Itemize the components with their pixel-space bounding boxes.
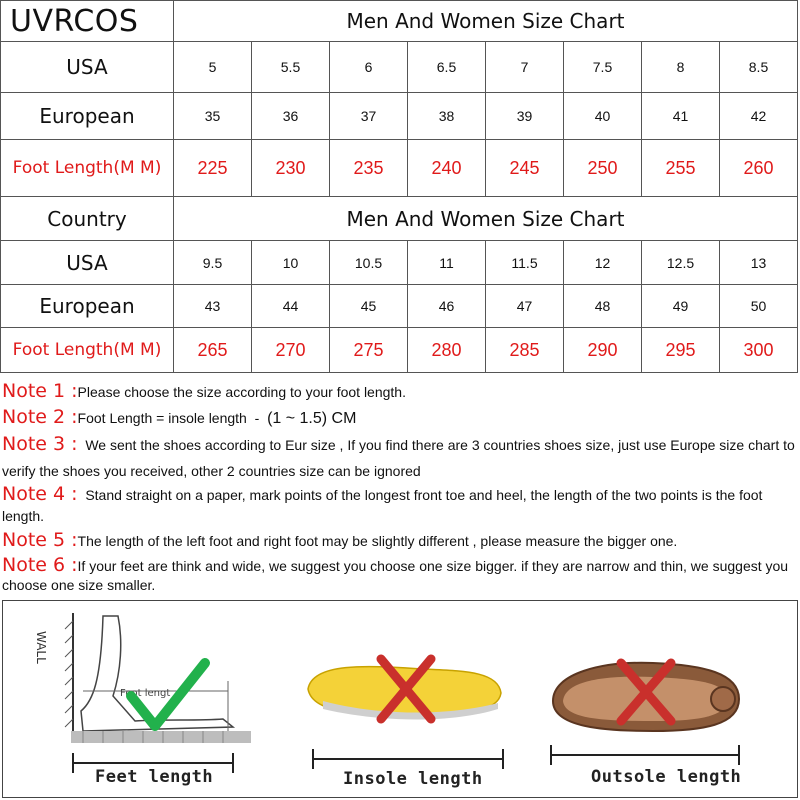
note-6 <box>2 556 796 595</box>
table-cell: 43 <box>174 285 252 328</box>
feet-length-caption: Feet length <box>95 767 214 787</box>
table-cell: 280 <box>408 328 486 373</box>
table-cell: 10 <box>252 241 330 285</box>
size-chart-table-2 <box>0 196 798 373</box>
note-label: Note 5 : <box>2 529 78 551</box>
measurement-illustrations-panel <box>2 600 798 798</box>
row-label: European <box>1 93 174 140</box>
brand-logo-text: UVRCOS <box>6 4 142 39</box>
note-label: Note 3 : <box>2 433 78 455</box>
table-cell: 9.5 <box>174 241 252 285</box>
table-cell: 42 <box>720 93 798 140</box>
table-cell: 37 <box>330 93 408 140</box>
note-label: Note 4 : <box>2 483 78 505</box>
table-cell: 5 <box>174 42 252 93</box>
table-cell: 12.5 <box>642 241 720 285</box>
table-cell: 49 <box>642 285 720 328</box>
note-label: Note 1 : <box>2 380 78 402</box>
table-cell: 35 <box>174 93 252 140</box>
insole-length-illustration <box>293 601 523 797</box>
note-5 <box>2 529 796 552</box>
table-cell: 46 <box>408 285 486 328</box>
note-text: Please choose the size according to your foot length. <box>77 384 406 400</box>
table-cell: 45 <box>330 285 408 328</box>
wall-label: WALL <box>34 631 48 664</box>
table-cell: 255 <box>642 140 720 197</box>
table-cell: 36 <box>252 93 330 140</box>
table-cell: 6 <box>330 42 408 93</box>
note-text: Foot Length = insole length - <box>77 410 268 426</box>
table-cell: 13 <box>720 241 798 285</box>
table-cell: 275 <box>330 328 408 373</box>
table-cell: 39 <box>486 93 564 140</box>
table-cell: 300 <box>720 328 798 373</box>
table-cell: 295 <box>642 328 720 373</box>
table-cell: 225 <box>174 140 252 197</box>
table-cell: 235 <box>330 140 408 197</box>
table-cell: 285 <box>486 328 564 373</box>
table-cell: 11.5 <box>486 241 564 285</box>
row-label: European <box>1 285 174 328</box>
table-cell: 10.5 <box>330 241 408 285</box>
note-formula: (1 ~ 1.5) CM <box>267 410 357 427</box>
note-4 <box>2 484 796 527</box>
table-cell: 7.5 <box>564 42 642 93</box>
table-cell: 230 <box>252 140 330 197</box>
country-label: Country <box>1 197 174 241</box>
table-cell: 250 <box>564 140 642 197</box>
table-cell: 6.5 <box>408 42 486 93</box>
row-label: USA <box>1 241 174 285</box>
table-row-usa <box>1 42 798 93</box>
outsole-length-caption: Outsole length <box>591 767 742 787</box>
table-cell: 7 <box>486 42 564 93</box>
table-cell: 270 <box>252 328 330 373</box>
size-chart-title: Men And Women Size Chart <box>174 1 798 42</box>
table-cell: 48 <box>564 285 642 328</box>
note-text: Stand straight on a paper, mark points of the longest front toe and heel, the length of the two points is the foot length. <box>2 487 767 524</box>
table-row-european <box>1 93 798 140</box>
table-row-foot-length <box>1 328 798 373</box>
table-cell: 265 <box>174 328 252 373</box>
table-cell: 40 <box>564 93 642 140</box>
table-row-european <box>1 285 798 328</box>
insole-length-caption: Insole length <box>343 769 483 789</box>
table-cell: 5.5 <box>252 42 330 93</box>
table-cell: 290 <box>564 328 642 373</box>
table-row-usa <box>1 241 798 285</box>
note-text: If your feet are think and wide, we suggest you choose one size bigger. if they are narrow and thin, we suggest you choose one size smaller. <box>2 558 789 593</box>
note-3 <box>2 431 799 484</box>
table-cell: 44 <box>252 285 330 328</box>
table-cell: 12 <box>564 241 642 285</box>
note-label: Note 2 : <box>2 406 78 428</box>
table-cell: 38 <box>408 93 486 140</box>
table-cell: 47 <box>486 285 564 328</box>
table-row-foot-length <box>1 140 798 197</box>
note-text: The length of the left foot and right foot may be slightly different , please measure the bigger one. <box>77 533 678 549</box>
table-cell: 50 <box>720 285 798 328</box>
table-cell: 11 <box>408 241 486 285</box>
table-cell: 41 <box>642 93 720 140</box>
foot-length-label: Foot lengt <box>120 688 171 699</box>
table-cell: 245 <box>486 140 564 197</box>
size-chart-title: Men And Women Size Chart <box>174 197 798 241</box>
note-label: Note 6 : <box>2 554 78 576</box>
table-cell: 240 <box>408 140 486 197</box>
table-cell: 8.5 <box>720 42 798 93</box>
table-header-row <box>1 197 798 241</box>
row-label: USA <box>1 42 174 93</box>
note-text: We sent the shoes according to Eur size , If you find there are 3 countries shoes size, just use Europe size chart to verify the shoes you received, other 2 countries size can be ignored <box>2 437 799 479</box>
row-label: Foot Length(M M) <box>1 328 174 373</box>
table-cell: 260 <box>720 140 798 197</box>
note-2 <box>2 406 796 430</box>
row-label: Foot Length(M M) <box>1 140 174 197</box>
note-1 <box>2 380 796 403</box>
table-cell: 8 <box>642 42 720 93</box>
